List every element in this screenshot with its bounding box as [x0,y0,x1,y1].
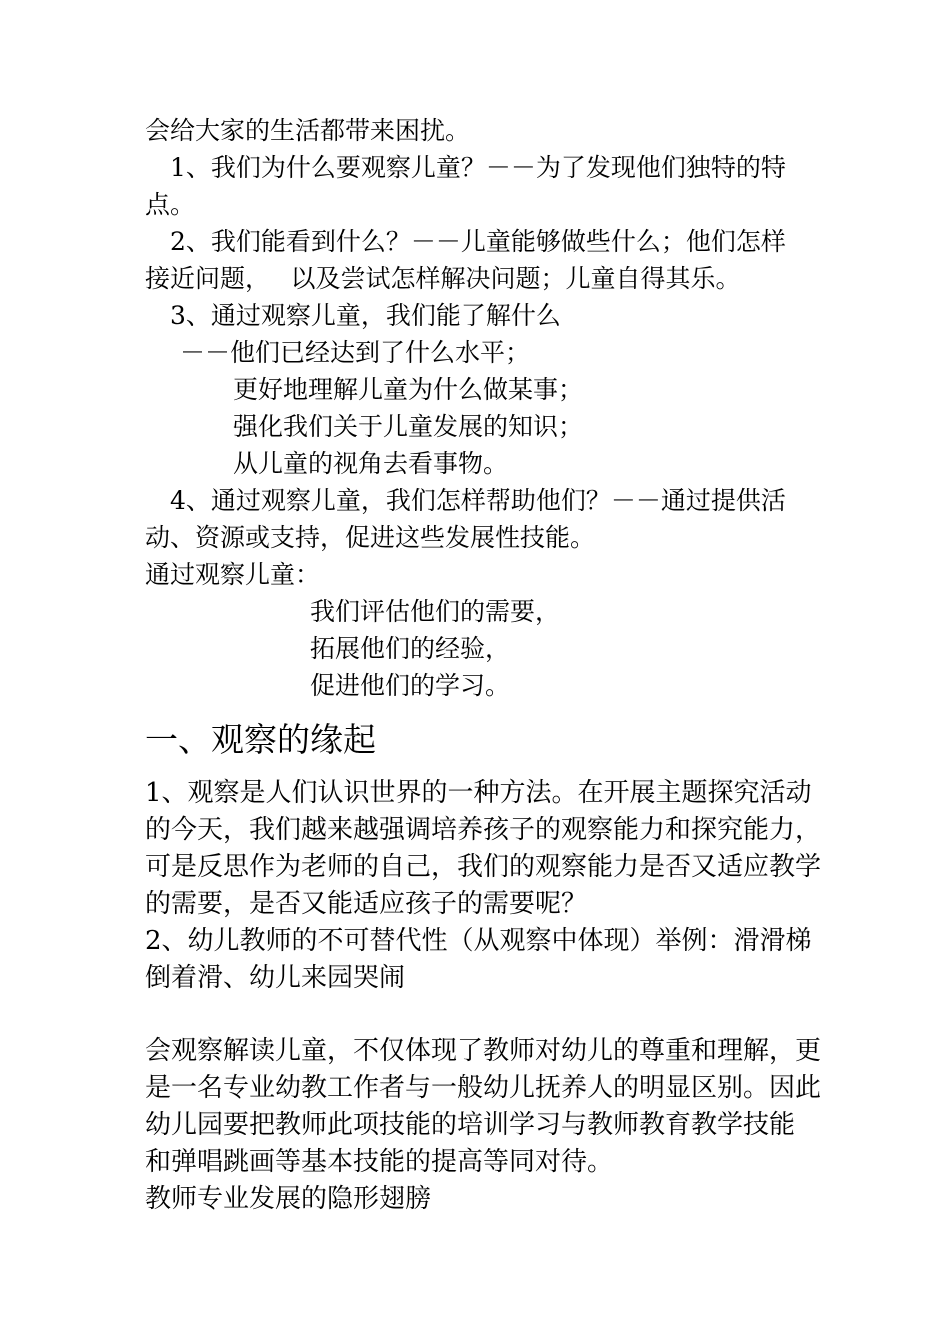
answer-3-line: 强化我们关于儿童发展的知识； [233,412,584,441]
paragraph-line: 倒着滑、幼儿来园哭闹 [145,963,406,993]
paragraph-line: 和弹唱跳画等基本技能的提高等同对待。 [145,1147,614,1177]
paragraph-line: 的今天，我们越来越强调培养孩子的观察能力和探究能力， [145,815,822,845]
list-item: 拓展他们的经验， [310,634,511,663]
paragraph-line: 教师专业发展的隐形翅膀 [145,1184,432,1214]
question-3: 3、通过观察儿童，我们能了解什么 [170,301,561,330]
question-1: 1、我们为什么要观察儿童？－－为了发现他们独特的特 [170,153,786,182]
paragraph-line: 的需要，是否又能适应孩子的需要呢？ [145,889,588,919]
answer-3-line: 从儿童的视角去看事物。 [233,449,509,478]
answer-3-line: 更好地理解儿童为什么做某事； [233,375,584,404]
paragraph-line: 是一名专业幼教工作者与一般幼儿抚养人的明显区别。因此 [145,1073,822,1103]
text-line: 会给大家的生活都带来困扰。 [145,116,471,145]
text-line: 点。 [145,190,196,219]
text-line: 动、资源或支持，促进这些发展性技能。 [145,523,596,552]
paragraph-line: 可是反思作为老师的自己，我们的观察能力是否又适应教学 [145,852,822,882]
text-line: 接近问题， 以及尝试怎样解决问题；儿童自得其乐。 [145,264,741,293]
question-4: 4、通过观察儿童，我们怎样帮助他们？－－通过提供活 [170,486,786,515]
paragraph-line: 2、幼儿教师的不可替代性（从观察中体现）举例：滑滑梯 [145,926,812,956]
answer-3-line: －－他们已经达到了什么水平； [180,338,531,367]
question-2: 2、我们能看到什么？－－儿童能够做些什么；他们怎样 [170,227,786,256]
list-item: 促进他们的学习。 [310,671,511,700]
paragraph-line: 幼儿园要把教师此项技能的培训学习与教师教育教学技能 [145,1110,796,1140]
paragraph-line: 1、观察是人们认识世界的一种方法。在开展主题探究活动 [145,778,812,808]
paragraph-line: 会观察解读儿童，不仅体现了教师对幼儿的尊重和理解，更 [145,1036,822,1066]
text-line: 通过观察儿童： [145,560,321,589]
list-item: 我们评估他们的需要， [310,597,561,626]
section-heading: 一、观察的缘起 [145,720,376,759]
